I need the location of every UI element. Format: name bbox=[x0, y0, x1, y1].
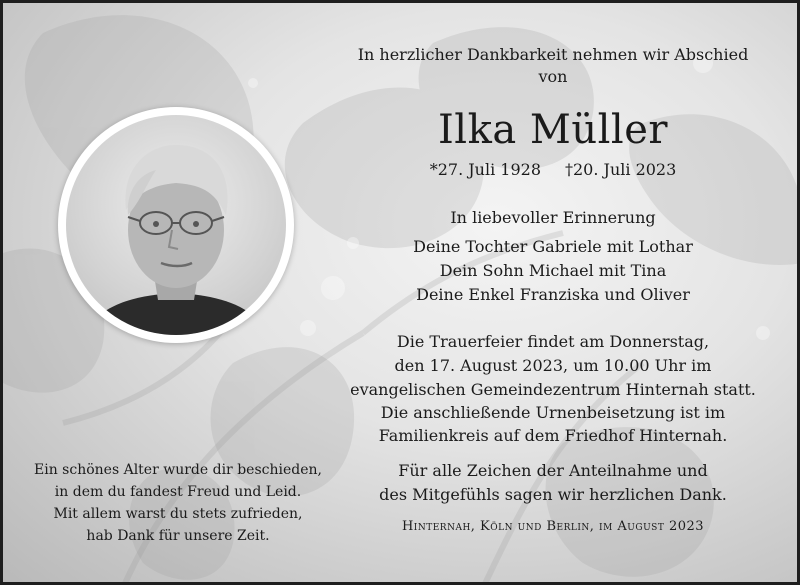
place-and-date: Hinternah, Köln und Berlin, im August 2023 bbox=[401, 519, 705, 534]
poem bbox=[23, 459, 333, 547]
mourner-line: Dein Sohn Michael mit Tina bbox=[439, 261, 667, 280]
birth-date: *27. Juli 1928 bbox=[429, 160, 541, 179]
portrait-illustration bbox=[66, 115, 286, 335]
poem-line: Mit allem warst du stets zufrieden, bbox=[53, 506, 303, 522]
poem-line: in dem du fandest Freud und Leid. bbox=[54, 484, 302, 500]
life-dates bbox=[333, 158, 773, 182]
mourner-line: Deine Tochter Gabriele mit Lothar bbox=[413, 237, 693, 256]
deceased-name: Ilka Müller bbox=[438, 107, 668, 153]
farewell-line: In herzlicher Dankbarkeit nehmen wir Abschied bbox=[357, 45, 749, 64]
thanks-line: Für alle Zeichen der Anteilnahme und bbox=[398, 461, 708, 480]
poem-line: Ein schönes Alter wurde dir beschieden, bbox=[34, 462, 322, 478]
mourner-line: Deine Enkel Franziska und Oliver bbox=[416, 285, 690, 304]
ceremony-line: den 17. August 2023, um 10.00 Uhr im bbox=[394, 356, 712, 375]
ceremony-line: Familienkreis auf dem Friedhof Hinternah. bbox=[378, 426, 728, 445]
ceremony-line: evangelischen Gemeindezentrum Hinternah statt. bbox=[350, 380, 756, 399]
farewell-von: von bbox=[538, 67, 568, 86]
portrait-photo bbox=[66, 115, 286, 335]
portrait-frame bbox=[58, 107, 294, 343]
death-date: †20. Juli 2023 bbox=[565, 160, 677, 179]
ceremony-line: Die Trauerfeier findet am Donnerstag, bbox=[396, 332, 710, 351]
poem-line: hab Dank für unsere Zeit. bbox=[86, 528, 270, 544]
remembrance-heading: In liebevoller Erinnerung bbox=[450, 208, 656, 227]
thanks-line: des Mitgefühls sagen wir herzlichen Dank. bbox=[379, 485, 727, 504]
ceremony-line: Die anschließende Urnenbeisetzung ist im bbox=[380, 403, 726, 422]
